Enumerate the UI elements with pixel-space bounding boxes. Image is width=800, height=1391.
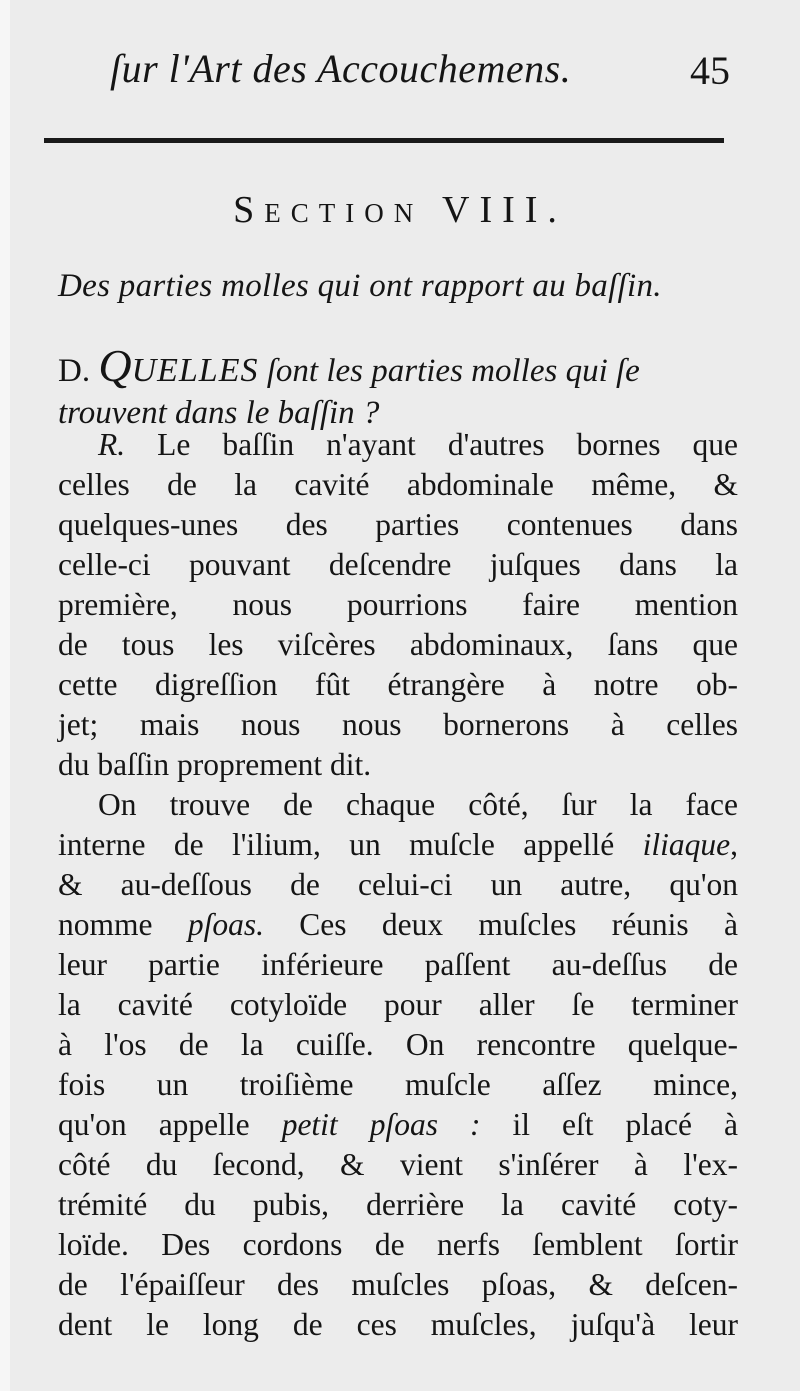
section-subtitle: Des parties molles qui ont rapport au baſſin. (58, 268, 662, 304)
para-text: loïde. Des cordons de nerfs ſemblent ſortir (58, 1227, 738, 1262)
answer-label: R. (98, 427, 126, 462)
para-text: interne de l'ilium, un muſcle appellé (58, 827, 643, 862)
running-title: ſur l'Art des Accouchemens. (110, 46, 572, 91)
para-line (58, 1305, 738, 1345)
answer-line: celle-ci pouvant deſcendre juſques dans la (58, 547, 738, 582)
para-line (58, 1065, 738, 1105)
para-text: trémité du pubis, derrière la cavité coty- (58, 1187, 738, 1222)
header-rule (44, 138, 724, 143)
paragraph-2 (58, 785, 738, 1345)
para-line (58, 825, 738, 865)
para-line (58, 1025, 738, 1065)
question-block (58, 340, 738, 434)
answer-line: celles de la cavité abdominale même, & (58, 467, 738, 502)
para-line (58, 1185, 738, 1225)
answer-line: jet; mais nous nous bornerons à celles (58, 707, 738, 742)
para-text: de l'épaiſſeur des muſcles pſoas, & deſcen- (58, 1267, 738, 1302)
question-line-1 (58, 340, 738, 392)
answer-line: quelques-unes des parties contenues dans (58, 507, 738, 542)
para-text: dent le long de ces muſcles, juſqu'à leur (58, 1307, 738, 1342)
para-text: Ces deux muſcles réunis à (263, 907, 738, 942)
para-text: nomme (58, 907, 188, 942)
para-italic: pſoas. (187, 907, 264, 942)
section-heading: Section VIII. (233, 189, 567, 231)
para-text: côté du ſecond, & vient s'inſérer à l'ex- (58, 1147, 738, 1182)
para-text: On trouve de chaque côté, ſur la face (98, 787, 738, 822)
para-text: fois un troiſième muſcle aſſez mince, (58, 1067, 738, 1102)
para-text: leur partie inférieure paſſent au-deſſus de (58, 947, 738, 982)
para-line (58, 1225, 738, 1265)
para-line (58, 865, 738, 905)
para-line (58, 1145, 738, 1185)
para-line (58, 985, 738, 1025)
question-label: D. (58, 353, 91, 389)
para-line (58, 905, 738, 945)
para-italic: petit pſoas : (281, 1107, 481, 1142)
question-initial: Q (98, 340, 132, 391)
para-text: à l'os de la cuiſſe. On rencontre quelque- (58, 1027, 738, 1062)
answer-line: du baſſin proprement dit. (58, 747, 372, 782)
question-caps: UELLES (131, 352, 259, 389)
question-line-2: trouvent dans le baſſin ? (58, 395, 380, 431)
para-text: & au-deſſous de celui-ci un autre, qu'on (58, 867, 738, 902)
answer-line: première, nous pourrions faire mention (58, 587, 738, 622)
para-text: qu'on appelle (58, 1107, 282, 1142)
para-text: la cavité cotyloïde pour aller ſe terminer (58, 987, 738, 1022)
para-line (58, 1265, 738, 1305)
para-text: il eſt placé à (480, 1107, 739, 1142)
body-text (58, 425, 738, 1345)
answer-line-text: Le baſſin n'ayant d'autres bornes que (125, 427, 738, 462)
para-line (58, 785, 738, 825)
answer-line: de tous les viſcères abdominaux, ſans que (58, 627, 738, 662)
answer-line (58, 425, 738, 465)
answer-line: cette digreſſion fût étrangère à notre ob- (58, 667, 738, 702)
answer-paragraph (58, 425, 738, 785)
page-number: 45 (690, 48, 730, 93)
para-line (58, 945, 738, 985)
running-head (110, 45, 730, 105)
para-italic: iliaque (642, 827, 731, 862)
question-text-1: ſont les parties molles qui ſe (258, 353, 640, 389)
para-text: , (730, 827, 738, 862)
para-line (58, 1105, 738, 1145)
